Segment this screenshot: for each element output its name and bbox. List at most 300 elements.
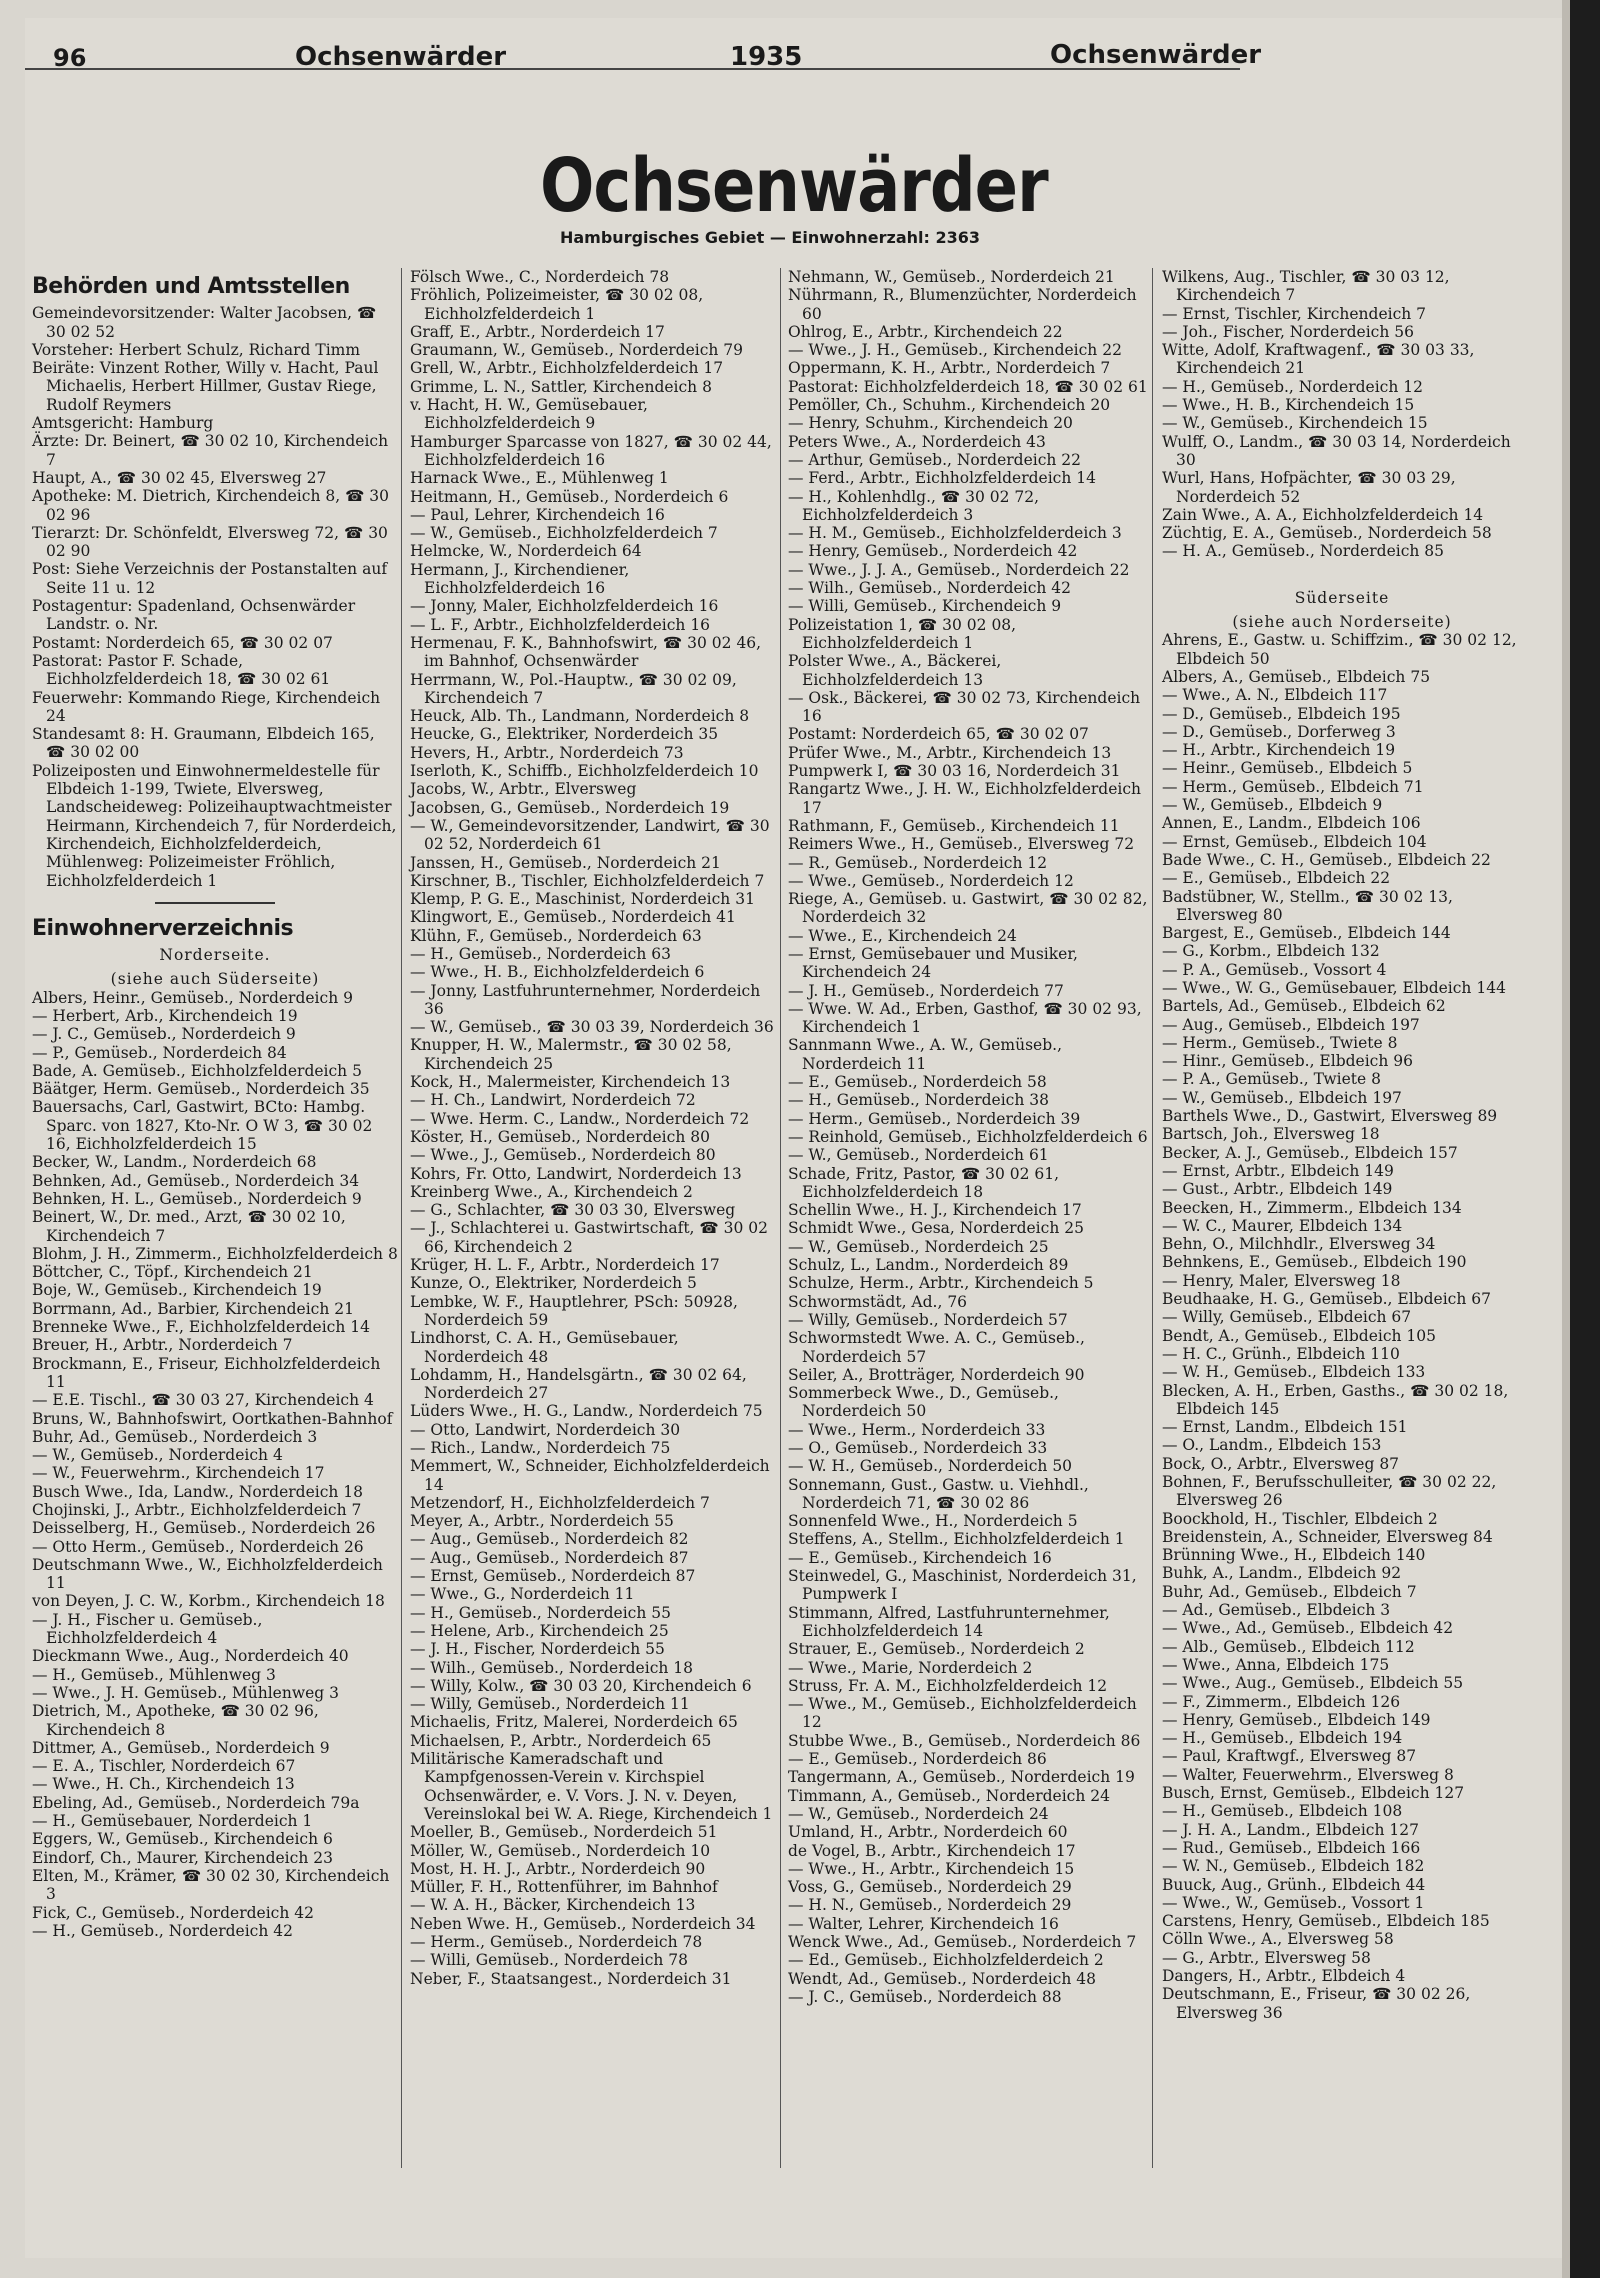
directory-entry: Postamt: Norderdeich 65, ☎ 30 02 07: [788, 725, 1089, 744]
directory-entry: — J. C., Gemüseb., Norderdeich 9: [32, 1025, 296, 1044]
directory-entry: Helmcke, W., Norderdeich 64: [410, 542, 642, 561]
directory-entry: Harnack Wwe., E., Mühlenweg 1: [410, 469, 669, 488]
directory-entry: — L. F., Arbtr., Eichholzfelderdeich 16: [410, 615, 711, 634]
directory-entry: Buhk, A., Landm., Elbdeich 92: [1162, 1564, 1402, 1583]
directory-entry: Bade Wwe., C. H., Gemüseb., Elbdeich 22: [1162, 850, 1491, 869]
directory-entry: Hevers, H., Arbtr., Norderdeich 73: [410, 743, 684, 762]
directory-entry: — G., Arbtr., Elversweg 58: [1162, 1948, 1371, 1967]
directory-entry: Michaelsen, P., Arbtr., Norderdeich 65: [410, 1731, 712, 1750]
directory-entry: Buuck, Aug., Grünh., Elbdeich 44: [1162, 1875, 1426, 1894]
directory-entry: Bartels, Ad., Gemüseb., Elbdeich 62: [1162, 997, 1446, 1016]
directory-entry: — Aug., Gemüseb., Elbdeich 197: [1162, 1015, 1420, 1034]
directory-entry: — Wwe., J., Gemüseb., Norderdeich 80: [410, 1146, 716, 1165]
directory-entry: Hermenau, F. K., Bahnhofswirt, ☎ 30 02 46, im Bahnhof, Ochsenwärder: [410, 633, 762, 671]
directory-entry: — Henry, Schuhm., Kirchendeich 20: [788, 414, 1073, 433]
directory-entry: — Wwe., Herm., Norderdeich 33: [788, 1420, 1046, 1439]
directory-entry: — J. C., Gemüseb., Norderdeich 88: [788, 1987, 1062, 2006]
directory-entry: — Wwe., Anna, Elbdeich 175: [1162, 1655, 1390, 1674]
directory-entry: — W., Gemüseb., Norderdeich 4: [32, 1446, 283, 1465]
directory-entry: Dittmer, A., Gemüseb., Norderdeich 9: [32, 1738, 330, 1757]
directory-entry: Pastorat: Eichholzfelderdeich 18, ☎ 30 02 61: [788, 377, 1148, 396]
directory-entry: Sannmann Wwe., A. W., Gemüseb., Norderdeich 11: [788, 1036, 1062, 1073]
directory-entry: — E., Gemüseb., Norderdeich 58: [788, 1073, 1047, 1092]
directory-entry: Breidenstein, A., Schneider, Elversweg 84: [1162, 1527, 1493, 1546]
directory-entry: Becker, W., Landm., Norderdeich 68: [32, 1153, 317, 1172]
header-year: 1935: [730, 42, 803, 72]
directory-entry: Bruns, W., Bahnhofswirt, Oortkathen-Bahnhof: [32, 1409, 393, 1428]
page-edge: [1570, 0, 1600, 2278]
header-right: Ochsenwärder: [1050, 40, 1262, 70]
directory-entry: Kirschner, B., Tischler, Eichholzfelderdeich 7: [410, 871, 765, 890]
directory-entry: Dangers, H., Arbtr., Elbdeich 4: [1162, 1967, 1406, 1986]
directory-entry: Beiräte: Vinzent Rother, Willy v. Hacht, Paul Michaelis, Herbert Hillmer, Gustav Riege, Rudolf Reymers: [32, 359, 379, 414]
directory-entry: — W., Gemüseb., Norderdeich 24: [788, 1804, 1049, 1823]
directory-entry: Brockmann, E., Friseur, Eichholzfelderdeich 11: [32, 1354, 381, 1391]
directory-entry: Bohnen, F., Berufsschulleiter, ☎ 30 02 22, Elversweg 26: [1162, 1473, 1497, 1510]
directory-entry: Polster Wwe., A., Bäckerei, Eichholzfelderdeich 13: [788, 652, 1002, 689]
directory-entry: — Wwe., E., Kirchendeich 24: [788, 926, 1017, 945]
directory-entry: Brenneke Wwe., F., Eichholzfelderdeich 14: [32, 1318, 370, 1337]
directory-entry: — Wwe. Herm. C., Landw., Norderdeich 72: [410, 1109, 750, 1128]
directory-entry: Buhr, Ad., Gemüseb., Elbdeich 7: [1162, 1582, 1417, 1601]
directory-entry: — Walter, Feuerwehrm., Elversweg 8: [1162, 1765, 1454, 1784]
directory-entry: — Gust., Arbtr., Elbdeich 149: [1162, 1180, 1393, 1199]
column-4: [1162, 268, 1522, 2022]
section-heading: Behörden und Amtsstellen: [32, 274, 350, 299]
directory-entry: Memmert, W., Schneider, Eichholzfelderdeich 14: [410, 1457, 770, 1494]
column-3: [788, 268, 1148, 2006]
directory-entry: Buhr, Ad., Gemüseb., Norderdeich 3: [32, 1427, 318, 1446]
directory-entry: — Wwe., M., Gemüseb., Eichholzfelderdeich 12: [788, 1695, 1137, 1732]
directory-entry: Behnken, H. L., Gemüseb., Norderdeich 9: [32, 1189, 362, 1208]
directory-entry: Müller, F. H., Rottenführer, im Bahnhof: [410, 1878, 718, 1897]
directory-entry: Chojinski, J., Arbtr., Eichholzfelderdeich 7: [32, 1501, 362, 1519]
directory-entry: Metzendorf, H., Eichholzfelderdeich 7: [410, 1493, 710, 1512]
directory-entry: — W. H., Gemüseb., Norderdeich 50: [788, 1457, 1073, 1476]
directory-entry: Kreinberg Wwe., A., Kirchendeich 2: [410, 1182, 693, 1201]
directory-entry: Haupt, A., ☎ 30 02 45, Elversweg 27: [32, 468, 327, 487]
directory-entry: Heitmann, H., Gemüseb., Norderdeich 6: [410, 487, 729, 506]
directory-entry: Dieckmann Wwe., Aug., Norderdeich 40: [32, 1647, 349, 1666]
directory-entry: Carstens, Henry, Gemüseb., Elbdeich 185: [1162, 1912, 1490, 1931]
directory-entry: Struss, Fr. A. M., Eichholzfelderdeich 12: [788, 1676, 1108, 1695]
directory-entry: Deisselberg, H., Gemüseb., Norderdeich 26: [32, 1519, 376, 1538]
directory-entry: Nehmann, W., Gemüseb., Norderdeich 21: [788, 268, 1115, 286]
directory-entry: Beecken, H., Zimmerm., Elbdeich 134: [1162, 1198, 1462, 1217]
page-number: 96: [53, 44, 87, 72]
directory-entry: Klingwort, E., Gemüseb., Norderdeich 41: [410, 908, 736, 927]
directory-entry: Steffens, A., Stellm., Eichholzfelderdeich 1: [788, 1530, 1125, 1549]
directory-entry: — Ernst, Landm., Elbdeich 151: [1162, 1418, 1408, 1437]
directory-entry: Ahrens, E., Gastw. u. Schiffzim., ☎ 30 02 12, Elbdeich 50: [1162, 631, 1517, 668]
directory-entry: Neben Wwe. H., Gemüseb., Norderdeich 34: [410, 1914, 756, 1933]
directory-entry: Postamt: Norderdeich 65, ☎ 30 02 07: [32, 633, 333, 652]
directory-entry: Zain Wwe., A. A., Eichholzfelderdeich 14: [1162, 505, 1484, 524]
directory-entry: Militärische Kameradschaft und Kampfgenossen-Verein v. Kirchspiel Ochsenwärder, e. V. Vors. J. N. v. Deyen, Vereinslokal bei W. A. Riege, Kirchendeich 1: [410, 1750, 773, 1823]
directory-entry: Tierarzt: Dr. Schönfeldt, Elversweg 72, ☎ 30 02 90: [32, 523, 388, 561]
directory-entry: — Otto Herm., Gemüseb., Norderdeich 26: [32, 1537, 364, 1556]
directory-entry: — W. C., Maurer, Elbdeich 134: [1162, 1216, 1403, 1235]
directory-entry: — D., Gemüseb., Dorferweg 3: [1162, 722, 1396, 741]
directory-entry: — J. H. A., Landm., Elbdeich 127: [1162, 1820, 1419, 1839]
directory-entry: Hermann, J., Kirchendiener, Eichholzfelderdeich 16: [410, 560, 630, 598]
directory-entry: — Otto, Landwirt, Norderdeich 30: [410, 1420, 681, 1439]
directory-entry: — R., Gemüseb., Norderdeich 12: [788, 853, 1048, 872]
directory-entry: Moeller, B., Gemüseb., Norderdeich 51: [410, 1823, 718, 1842]
directory-entry: Pumpwerk I, ☎ 30 03 16, Norderdeich 31: [788, 762, 1121, 781]
directory-entry: — E., Gemüseb., Kirchendeich 16: [788, 1548, 1052, 1567]
directory-entry: — Jonny, Lastfuhrunternehmer, Norderdeich 36: [410, 981, 761, 1018]
directory-entry: — Reinhold, Gemüseb., Eichholzfelderdeich 6: [788, 1127, 1148, 1146]
directory-entry: — H., Gemüseb., Norderdeich 12: [1162, 377, 1423, 396]
directory-entry: Wurl, Hans, Hofpächter, ☎ 30 03 29, Norderdeich 52: [1162, 469, 1456, 506]
directory-entry: Klühn, F., Gemüseb., Norderdeich 63: [410, 926, 702, 945]
directory-entry: — W., Gemüseb., Elbdeich 9: [1162, 796, 1383, 815]
directory-entry: Jacobs, W., Arbtr., Elversweg: [410, 780, 637, 799]
subsection-note: (siehe auch Norderseite): [1232, 613, 1452, 632]
directory-entry: — P. A., Gemüseb., Vossort 4: [1162, 960, 1387, 979]
directory-entry: Polizeistation 1, ☎ 30 02 08, Eichholzfelderdeich 1: [788, 615, 1017, 652]
directory-entry: Breuer, H., Arbtr., Norderdeich 7: [32, 1336, 293, 1355]
directory-entry: — Hinr., Gemüseb., Elbdeich 96: [1162, 1052, 1413, 1071]
directory-entry: Heuck, Alb. Th., Landmann, Norderdeich 8: [410, 707, 750, 726]
directory-entry: Brünning Wwe., H., Elbdeich 140: [1162, 1546, 1426, 1565]
directory-entry: — W., Gemeindevorsitzender, Landwirt, ☎ 30 02 52, Norderdeich 61: [410, 816, 770, 854]
directory-entry: — Osk., Bäckerei, ☎ 30 02 73, Kirchendeich 16: [788, 688, 1141, 726]
directory-entry: Ebeling, Ad., Gemüseb., Norderdeich 79a: [32, 1793, 360, 1812]
directory-entry: — Heinr., Gemüseb., Elbdeich 5: [1162, 759, 1413, 778]
directory-entry: — W. A. H., Bäcker, Kirchendeich 13: [410, 1896, 696, 1915]
directory-entry: — G., Schlachter, ☎ 30 03 30, Elversweg: [410, 1201, 736, 1220]
column-divider: [1152, 268, 1153, 2168]
directory-entry: Grimme, L. N., Sattler, Kirchendeich 8: [410, 377, 712, 396]
directory-entry: Schwormstädt, Ad., 76: [788, 1292, 968, 1311]
directory-entry: — Arthur, Gemüseb., Norderdeich 22: [788, 450, 1082, 469]
directory-entry: Rangartz Wwe., J. H. W., Eichholzfelderdeich 17: [788, 780, 1141, 817]
directory-entry: — Willy, Gemüseb., Elbdeich 67: [1162, 1308, 1412, 1327]
directory-entry: — G., Korbm., Elbdeich 132: [1162, 942, 1380, 961]
column-divider: [401, 268, 402, 2168]
directory-entry: Nührmann, R., Blumenzüchter, Norderdeich 60: [788, 286, 1137, 323]
directory-entry: Annen, E., Landm., Elbdeich 106: [1162, 814, 1421, 833]
directory-entry: Iserloth, K., Schiffb., Eichholzfelderdeich 10: [410, 762, 759, 781]
directory-entry: Timmann, A., Gemüseb., Norderdeich 24: [788, 1786, 1110, 1805]
directory-entry: de Vogel, B., Arbtr., Kirchendeich 17: [788, 1841, 1076, 1860]
directory-entry: — Herm., Gemüseb., Norderdeich 39: [788, 1109, 1081, 1128]
directory-entry: Cölln Wwe., A., Elversweg 58: [1162, 1930, 1394, 1949]
directory-entry: — H., Gemüsebauer, Norderdeich 1: [32, 1812, 313, 1831]
directory-entry: Stimmann, Alfred, Lastfuhrunternehmer, Eichholzfelderdeich 14: [788, 1603, 1110, 1640]
directory-entry: Apotheke: M. Dietrich, Kirchendeich 8, ☎ 30 02 96: [32, 487, 390, 524]
directory-entry: — H., Gemüseb., Norderdeich 63: [410, 944, 671, 963]
directory-entry: — Wwe., H. B., Eichholzfelderdeich 6: [410, 963, 705, 982]
directory-entry: Dietrich, M., Apotheke, ☎ 30 02 96, Kirchendeich 8: [32, 1702, 319, 1739]
directory-entry: Voss, G., Gemüseb., Norderdeich 29: [788, 1878, 1072, 1897]
directory-entry: — H., Kohlenhdlg., ☎ 30 02 72, Eichholzfelderdeich 3: [788, 487, 1040, 524]
directory-entry: Blecken, A. H., Erben, Gasths., ☎ 30 02 18, Elbdeich 145: [1162, 1381, 1509, 1418]
directory-entry: Elten, M., Krämer, ☎ 30 02 30, Kirchendeich 3: [32, 1866, 390, 1904]
directory-entry: — J. H., Gemüseb., Norderdeich 77: [788, 981, 1064, 1000]
directory-entry: — Wwe., Ad., Gemüseb., Elbdeich 42: [1162, 1619, 1454, 1638]
directory-entry: — W., Feuerwehrm., Kirchendeich 17: [32, 1464, 325, 1483]
directory-entry: Eggers, W., Gemüseb., Kirchendeich 6: [32, 1830, 333, 1849]
directory-entry: Graumann, W., Gemüseb., Norderdeich 79: [410, 341, 744, 360]
directory-entry: — J. H., Fischer u. Gemüseb., Eichholzfelderdeich 4: [32, 1610, 263, 1648]
directory-entry: — W. N., Gemüseb., Elbdeich 182: [1162, 1857, 1425, 1876]
directory-entry: — Willi, Gemüseb., Norderdeich 78: [410, 1951, 689, 1970]
directory-entry: — H., Arbtr., Kirchendeich 19: [1162, 741, 1396, 760]
directory-entry: — O., Landm., Elbdeich 153: [1162, 1436, 1382, 1455]
directory-entry: Lüders Wwe., H. G., Landw., Norderdeich 75: [410, 1402, 763, 1421]
directory-entry: — Paul, Kraftwgf., Elversweg 87: [1162, 1747, 1417, 1766]
directory-entry: Lohdamm, H., Handelsgärtn., ☎ 30 02 64, Norderdeich 27: [410, 1365, 747, 1403]
directory-entry: Behn, O., Milchhdlr., Elversweg 34: [1162, 1235, 1436, 1254]
directory-entry: — Ferd., Arbtr., Eichholzfelderdeich 14: [788, 469, 1096, 488]
directory-entry: Kunze, O., Elektriker, Norderdeich 5: [410, 1274, 697, 1293]
directory-entry: — H., Gemüseb., Norderdeich 38: [788, 1091, 1049, 1110]
directory-entry: Wilkens, Aug., Tischler, ☎ 30 03 12, Kirchendeich 7: [1162, 268, 1450, 305]
directory-entry: Busch, Ernst, Gemüseb., Elbdeich 127: [1162, 1784, 1465, 1803]
directory-entry: — F., Zimmerm., Elbdeich 126: [1162, 1692, 1401, 1711]
subsection-heading: Norderseite.: [159, 946, 271, 965]
directory-entry: Bartsch, Joh., Elversweg 18: [1162, 1125, 1380, 1144]
directory-entry: — P., Gemüseb., Norderdeich 84: [32, 1043, 287, 1062]
directory-entry: Busch Wwe., Ida, Landw., Norderdeich 18: [32, 1482, 364, 1501]
directory-entry: Witte, Adolf, Kraftwagenf., ☎ 30 03 33, Kirchendeich 21: [1162, 341, 1475, 378]
directory-entry: — Rud., Gemüseb., Elbdeich 166: [1162, 1838, 1421, 1857]
directory-entry: Pemöller, Ch., Schuhm., Kirchendeich 20: [788, 396, 1111, 415]
directory-entry: — Wwe., H. Ch., Kirchendeich 13: [32, 1775, 295, 1794]
directory-entry: Klemp, P. G. E., Maschinist, Norderdeich 31: [410, 890, 755, 909]
directory-entry: — Alb., Gemüseb., Elbdeich 112: [1162, 1637, 1415, 1656]
directory-entry: Stubbe Wwe., B., Gemüseb., Norderdeich 86: [788, 1731, 1141, 1750]
directory-entry: Janssen, H., Gemüseb., Norderdeich 21: [410, 853, 721, 872]
directory-entry: — Wilh., Gemüseb., Norderdeich 42: [788, 579, 1072, 598]
directory-entry: — Wwe., A. N., Elbdeich 117: [1162, 686, 1388, 705]
directory-entry: Grell, W., Arbtr., Eichholzfelderdeich 17: [410, 359, 724, 378]
directory-entry: — Wwe., H., Arbtr., Kirchendeich 15: [788, 1859, 1075, 1878]
directory-entry: Ohlrog, E., Arbtr., Kirchendeich 22: [788, 322, 1063, 341]
directory-entry: Kohrs, Fr. Otto, Landwirt, Norderdeich 13: [410, 1164, 742, 1183]
directory-entry: Züchtig, E. A., Gemüseb., Norderdeich 58: [1162, 524, 1492, 543]
directory-entry: — W., Gemüseb., Eichholzfelderdeich 7: [410, 524, 718, 543]
directory-entry: — Wwe., J. H., Gemüseb., Kirchendeich 22: [788, 341, 1122, 360]
directory-entry: Amtsgericht: Hamburg: [32, 414, 214, 433]
directory-entry: — H., Gemüseb., Mühlenweg 3: [32, 1665, 276, 1684]
directory-entry: Postagentur: Spadenland, Ochsenwärder Landstr. o. Nr.: [32, 597, 356, 634]
directory-entry: Deutschmann Wwe., W., Eichholzfelderdeich 11: [32, 1555, 383, 1593]
directory-entry: Schmidt Wwe., Gesa, Norderdeich 25: [788, 1219, 1084, 1238]
directory-entry: Bargest, E., Gemüseb., Elbdeich 144: [1162, 924, 1451, 943]
directory-entry: Behnken, Ad., Gemüseb., Norderdeich 34: [32, 1171, 360, 1190]
directory-entry: Neber, F., Staatsangest., Norderdeich 31: [410, 1969, 732, 1988]
directory-entry: Knupper, H. W., Malermstr., ☎ 30 02 58, Kirchendeich 25: [410, 1036, 732, 1073]
directory-entry: Reimers Wwe., H., Gemüseb., Elversweg 72: [788, 835, 1135, 854]
directory-entry: Krüger, H. L. F., Arbtr., Norderdeich 17: [410, 1256, 720, 1275]
directory-entry: Vorsteher: Herbert Schulz, Richard Timm: [32, 340, 361, 359]
directory-entry: Wenck Wwe., Ad., Gemüseb., Norderdeich 7: [788, 1933, 1137, 1952]
directory-entry: Fick, C., Gemüseb., Norderdeich 42: [32, 1903, 314, 1922]
directory-entry: Kock, H., Malermeister, Kirchendeich 13: [410, 1073, 731, 1092]
section-divider: [155, 902, 275, 904]
directory-entry: — Herm., Gemüseb., Twiete 8: [1162, 1033, 1398, 1052]
subsection-note: (siehe auch Süderseite): [110, 970, 320, 989]
directory-entry: — W., Gemüseb., Elbdeich 197: [1162, 1088, 1402, 1107]
directory-entry: — Herm., Gemüseb., Norderdeich 78: [410, 1933, 703, 1952]
directory-entry: Tangermann, A., Gemüseb., Norderdeich 19: [788, 1768, 1135, 1787]
directory-entry: — Walter, Lehrer, Kirchendeich 16: [788, 1914, 1059, 1933]
directory-entry: Behnkens, E., Gemüseb., Elbdeich 190: [1162, 1253, 1467, 1272]
directory-entry: Standesamt 8: H. Graumann, Elbdeich 165, ☎ 30 02 00: [32, 725, 375, 762]
directory-entry: Schellin Wwe., H. J., Kirchendeich 17: [788, 1201, 1082, 1220]
directory-entry: — Wilh., Gemüseb., Norderdeich 18: [410, 1658, 694, 1677]
directory-entry: Schulze, Herm., Arbtr., Kirchendeich 5: [788, 1274, 1094, 1293]
directory-entry: — H., Gemüseb., Elbdeich 194: [1162, 1729, 1403, 1748]
directory-entry: — H. C., Grünh., Elbdeich 110: [1162, 1344, 1400, 1363]
directory-entry: Borrmann, Ad., Barbier, Kirchendeich 21: [32, 1299, 354, 1318]
directory-entry: Boje, W., Gemüseb., Kirchendeich 19: [32, 1281, 322, 1300]
directory-entry: Böttcher, C., Töpf., Kirchendeich 21: [32, 1263, 313, 1282]
directory-entry: von Deyen, J. C. W., Korbm., Kirchendeich 18: [32, 1592, 385, 1611]
directory-entry: — W., Gemüseb., ☎ 30 03 39, Norderdeich 36: [410, 1018, 774, 1037]
page-title: Ochsenwärder: [540, 144, 1048, 230]
directory-entry: — H. M., Gemüseb., Eichholzfelderdeich 3: [788, 524, 1122, 543]
directory-entry: — Helene, Arb., Kirchendeich 25: [410, 1621, 669, 1640]
directory-entry: Meyer, A., Arbtr., Norderdeich 55: [410, 1512, 674, 1531]
directory-entry: Bauersachs, Carl, Gastwirt, BCto: Hambg. Sparc. von 1827, Kto-Nr. O W 3, ☎ 30 02 16, Eichholzfelderdeich 15: [32, 1098, 373, 1154]
directory-entry: — Ernst, Gemüsebauer und Musiker, Kirchendeich 24: [788, 944, 1078, 982]
directory-entry: — Ernst, Gemüseb., Elbdeich 104: [1162, 832, 1427, 851]
directory-entry: Graff, E., Arbtr., Norderdeich 17: [410, 322, 665, 341]
directory-entry: — H., Gemüseb., Norderdeich 42: [32, 1921, 293, 1940]
directory-entry: Beinert, W., Dr. med., Arzt, ☎ 30 02 10, Kirchendeich 7: [32, 1208, 346, 1245]
directory-entry: Polizeiposten und Einwohnermeldestelle für Elbdeich 1-199, Twiete, Elversweg, Landscheideweg: Polizeihauptwachtmeister Heirmann, Kirchendeich 7, für Norderdeich, Kirchendeich, Eichholzfelderdeich, Mühlenweg: Polizeimeister Fröhlich, Eichholzfelderdeich 1: [32, 761, 397, 890]
directory-entry: Rathmann, F., Gemüseb., Kirchendeich 11: [788, 816, 1120, 835]
directory-entry: Deutschmann, E., Friseur, ☎ 30 02 26, Elversweg 36: [1162, 1985, 1471, 2022]
directory-entry: — Jonny, Maler, Eichholzfelderdeich 16: [410, 597, 719, 616]
directory-entry: — Ernst, Gemüseb., Norderdeich 87: [410, 1567, 696, 1586]
directory-entry: — Wwe., Aug., Gemüseb., Elbdeich 55: [1162, 1674, 1464, 1693]
directory-entry: Seiler, A., Brotträger, Norderdeich 90: [788, 1365, 1085, 1384]
running-header: [25, 30, 1262, 72]
directory-entry: — Willi, Gemüseb., Kirchendeich 9: [788, 597, 1062, 616]
column-1: [32, 268, 398, 1940]
directory-entry: Oppermann, K. H., Arbtr., Norderdeich 7: [788, 359, 1111, 378]
directory-entry: Fröhlich, Polizeimeister, ☎ 30 02 08, Eichholzfelderdeich 1: [410, 286, 704, 323]
directory-entry: — Herm., Gemüseb., Elbdeich 71: [1162, 777, 1424, 796]
directory-entry: Umland, H., Arbtr., Norderdeich 60: [788, 1823, 1068, 1842]
directory-entry: Albers, A., Gemüseb., Elbdeich 75: [1162, 667, 1431, 686]
directory-entry: Most, H. H. J., Arbtr., Norderdeich 90: [410, 1859, 706, 1878]
directory-entry: Badstübner, W., Stellm., ☎ 30 02 13, Elversweg 80: [1162, 887, 1453, 924]
directory-entry: — O., Gemüseb., Norderdeich 33: [788, 1439, 1048, 1457]
directory-entry: — Aug., Gemüseb., Norderdeich 82: [410, 1530, 689, 1549]
directory-entry: Wendt, Ad., Gemüseb., Norderdeich 48: [788, 1969, 1096, 1988]
directory-entry: Bade, A. Gemüseb., Eichholzfelderdeich 5: [32, 1061, 362, 1080]
directory-entry: — Ernst, Arbtr., Elbdeich 149: [1162, 1161, 1394, 1180]
directory-entry: — E. A., Tischler, Norderdeich 67: [32, 1757, 296, 1776]
directory-entry: — Ernst, Tischler, Kirchendeich 7: [1162, 304, 1427, 323]
directory-entry: Schade, Fritz, Pastor, ☎ 30 02 61, Eichholzfelderdeich 18: [788, 1164, 1060, 1201]
directory-entry: Bendt, A., Gemüseb., Elbdeich 105: [1162, 1326, 1437, 1345]
directory-entry: Albers, Heinr., Gemüseb., Norderdeich 9: [32, 988, 353, 1007]
directory-entry: — Wwe., G., Norderdeich 11: [410, 1585, 635, 1604]
directory-entry: Ärzte: Dr. Beinert, ☎ 30 02 10, Kirchendeich 7: [32, 432, 389, 469]
directory-entry: — H. Ch., Landwirt, Norderdeich 72: [410, 1091, 696, 1110]
directory-entry: — W., Gemüseb., Norderdeich 25: [788, 1237, 1049, 1256]
directory-entry: Wulff, O., Landm., ☎ 30 03 14, Norderdeich 30: [1162, 432, 1511, 469]
directory-entry: — D., Gemüseb., Elbdeich 195: [1162, 704, 1401, 723]
directory-entry: Strauer, E., Gemüseb., Norderdeich 2: [788, 1640, 1085, 1659]
directory-entry: Feuerwehr: Kommando Riege, Kirchendeich 24: [32, 688, 381, 725]
directory-entry: — Wwe., J. H. Gemüseb., Mühlenweg 3: [32, 1683, 339, 1702]
directory-entry: Post: Siehe Verzeichnis der Postanstalten auf Seite 11 u. 12: [32, 560, 388, 597]
directory-entry: Köster, H., Gemüseb., Norderdeich 80: [410, 1127, 710, 1146]
directory-entry: — Henry, Maler, Elversweg 18: [1162, 1271, 1401, 1290]
directory-entry: — Ad., Gemüseb., Elbdeich 3: [1162, 1601, 1391, 1620]
directory-entry: Möller, W., Gemüseb., Norderdeich 10: [410, 1841, 711, 1860]
column-2: [410, 268, 776, 1988]
directory-entry: — Aug., Gemüseb., Norderdeich 87: [410, 1548, 689, 1567]
directory-entry: Fölsch Wwe., C., Norderdeich 78: [410, 268, 670, 286]
directory-entry: Jacobsen, G., Gemüseb., Norderdeich 19: [410, 798, 730, 817]
page-subtitle: Hamburgisches Gebiet — Einwohnerzahl: 2363: [559, 228, 981, 247]
directory-entry: Boockhold, H., Tischler, Elbdeich 2: [1162, 1509, 1438, 1528]
directory-entry: — Wwe., Gemüseb., Norderdeich 12: [788, 871, 1074, 890]
directory-entry: Riege, A., Gemüseb. u. Gastwirt, ☎ 30 02 82, Norderdeich 32: [788, 890, 1148, 927]
directory-entry: — Wwe., W., Gemüseb., Vossort 1: [1162, 1893, 1425, 1912]
directory-entry: Prüfer Wwe., M., Arbtr., Kirchendeich 13: [788, 743, 1112, 762]
directory-entry: Michaelis, Fritz, Malerei, Norderdeich 65: [410, 1713, 738, 1732]
directory-entry: — Willy, Kolw., ☎ 30 03 20, Kirchendeich 6: [410, 1676, 752, 1695]
directory-entry: — Wwe., H. B., Kirchendeich 15: [1162, 396, 1415, 415]
directory-entry: — J., Schlachterei u. Gastwirtschaft, ☎ 30 02 66, Kirchendeich 2: [410, 1219, 769, 1256]
directory-entry: — Ed., Gemüseb., Eichholzfelderdeich 2: [788, 1951, 1104, 1970]
directory-entry: Sonnemann, Gust., Gastw. u. Viehhdl., Norderdeich 71, ☎ 30 02 86: [788, 1475, 1089, 1512]
directory-entry: — Henry, Gemüseb., Elbdeich 149: [1162, 1710, 1431, 1729]
directory-entry: Peters Wwe., A., Norderdeich 43: [788, 432, 1046, 451]
directory-entry: Herrmann, W., Pol.-Hauptw., ☎ 30 02 09, Kirchendeich 7: [410, 670, 737, 707]
column-divider: [780, 268, 781, 2168]
directory-entry: — Willy, Gemüseb., Norderdeich 11: [410, 1695, 690, 1714]
directory-entry: — W., Gemüseb., Kirchendeich 15: [1162, 414, 1428, 433]
directory-entry: — Paul, Lehrer, Kirchendeich 16: [410, 505, 665, 524]
directory-entry: Blohm, J. H., Zimmerm., Eichholzfelderdeich 8: [32, 1244, 398, 1263]
directory-entry: Schwormstedt Wwe. A. C., Gemüseb., Norderdeich 57: [788, 1329, 1085, 1366]
directory-entry: — H., Gemüseb., Elbdeich 108: [1162, 1802, 1403, 1821]
directory-entry: — Wwe., J. J. A., Gemüseb., Norderdeich 22: [788, 560, 1130, 579]
directory-entry: Sommerbeck Wwe., D., Gemüseb., Norderdeich 50: [788, 1384, 1059, 1421]
directory-entry: — Wwe. W. Ad., Erben, Gasthof, ☎ 30 02 93, Kirchendeich 1: [788, 999, 1142, 1037]
directory-entry: Sonnenfeld Wwe., H., Norderdeich 5: [788, 1512, 1078, 1531]
directory-entry: — P. A., Gemüseb., Twiete 8: [1162, 1070, 1381, 1089]
directory-entry: — Rich., Landw., Norderdeich 75: [410, 1439, 671, 1457]
directory-entry: Hamburger Sparcasse von 1827, ☎ 30 02 44, Eichholzfelderdeich 16: [410, 432, 772, 469]
directory-entry: — E., Gemüseb., Norderdeich 86: [788, 1750, 1047, 1769]
directory-entry: — W. H., Gemüseb., Elbdeich 133: [1162, 1363, 1426, 1382]
directory-entry: — H. N., Gemüseb., Norderdeich 29: [788, 1896, 1072, 1915]
directory-entry: Lindhorst, C. A. H., Gemüsebauer, Norderdeich 48: [410, 1329, 679, 1366]
directory-entry: — E., Gemüseb., Elbdeich 22: [1162, 869, 1391, 888]
section-heading: Einwohnerverzeichnis: [32, 915, 294, 941]
directory-entry: Heucke, G., Elektriker, Norderdeich 35: [410, 725, 719, 744]
directory-entry: Bock, O., Arbtr., Elversweg 87: [1162, 1454, 1400, 1473]
directory-entry: — H., Gemüseb., Norderdeich 55: [410, 1603, 671, 1622]
directory-entry: Beudhaake, H. G., Gemüseb., Elbdeich 67: [1162, 1290, 1491, 1309]
directory-entry: Barthels Wwe., D., Gastwirt, Elversweg 89: [1162, 1107, 1498, 1126]
page-edge-shadow: [1562, 0, 1570, 2278]
directory-entry: — Joh., Fischer, Norderdeich 56: [1162, 322, 1414, 341]
